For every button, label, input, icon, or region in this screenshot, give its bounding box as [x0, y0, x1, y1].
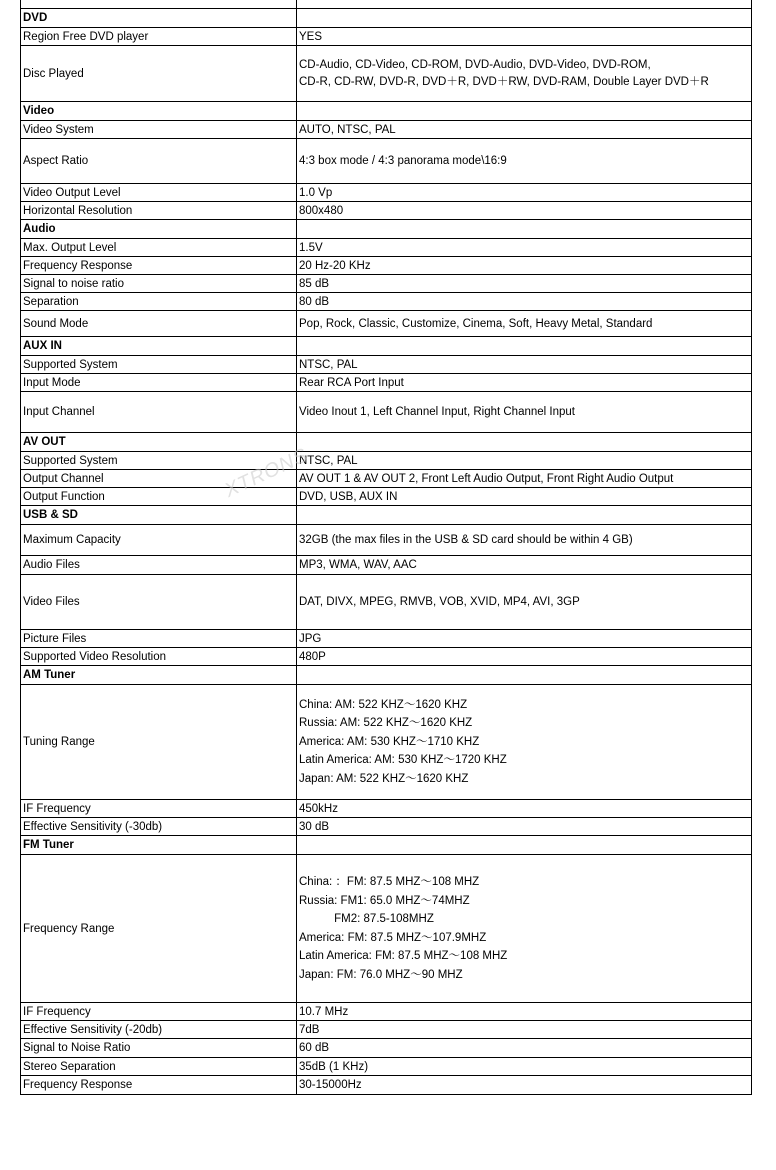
spec-label: Video Files	[21, 575, 297, 630]
section-title: Video	[21, 102, 297, 121]
spec-label: Frequency Response	[21, 257, 297, 275]
section-header-row	[21, 9, 752, 28]
section-title: DVD	[21, 9, 297, 28]
spec-value-cell	[297, 685, 752, 800]
spec-value: Pop, Rock, Classic, Customize, Cinema, Soft, Heavy Metal, Standard	[299, 317, 653, 330]
spec-row	[21, 356, 752, 374]
spec-row	[21, 488, 752, 506]
section-header-row	[21, 220, 752, 239]
spec-value-cell	[297, 293, 752, 311]
spec-value: 480P	[299, 650, 326, 663]
spec-value: AV OUT 1 & AV OUT 2, Front Left Audio Output, Front Right Audio Output	[299, 472, 674, 485]
spec-value: CD-Audio, CD-Video, CD-ROM, DVD-Audio, DVD-Video, DVD-ROM, CD-R, CD-RW, DVD-R, DVD＋R, DVD＋RW, DVD-RAM, Double Layer DVD＋R	[299, 58, 709, 88]
spec-row	[21, 470, 752, 488]
spec-row	[21, 46, 752, 102]
spec-label: Aspect Ratio	[21, 139, 297, 184]
spec-value: JPG	[299, 632, 322, 645]
spec-label: Supported Video Resolution	[21, 648, 297, 666]
spec-value: NTSC, PAL	[299, 358, 358, 371]
spec-label: Maximum Capacity	[21, 525, 297, 556]
spec-row	[21, 575, 752, 630]
spec-value-cell	[297, 311, 752, 337]
spec-row	[21, 818, 752, 836]
top-cut-row	[21, 0, 752, 9]
section-header-row	[21, 506, 752, 525]
spec-row	[21, 28, 752, 46]
spec-value-cell	[297, 356, 752, 374]
spec-label	[21, 0, 297, 9]
spec-value-cell	[297, 452, 752, 470]
spec-label: Input Channel	[21, 392, 297, 433]
section-title: USB & SD	[21, 506, 297, 525]
spec-value-cell	[297, 202, 752, 220]
spec-value-cell	[297, 855, 752, 1003]
spec-value: 800x480	[299, 204, 344, 217]
spec-value: 450kHz	[299, 802, 338, 815]
spec-label: Max. Output Level	[21, 239, 297, 257]
spec-row	[21, 1003, 752, 1021]
spec-value-cell	[297, 1076, 752, 1095]
spec-value: 4:3 box mode / 4:3 panorama mode\16:9	[299, 155, 507, 167]
spec-value-cell	[297, 470, 752, 488]
spec-label: Picture Files	[21, 630, 297, 648]
spec-label: Horizontal Resolution	[21, 202, 297, 220]
spec-row	[21, 392, 752, 433]
section-title: AUX IN	[21, 337, 297, 356]
spec-row	[21, 121, 752, 139]
spec-label: Tuning Range	[21, 685, 297, 800]
spec-label: Signal to noise ratio	[21, 275, 297, 293]
spec-value: 30-15000Hz	[299, 1079, 362, 1091]
spec-row	[21, 257, 752, 275]
spec-label: Frequency Response	[21, 1076, 297, 1095]
spec-value-cell	[297, 392, 752, 433]
section-title-empty-cell	[297, 666, 752, 685]
spec-label: Audio Files	[21, 556, 297, 575]
spec-value: 1.5V	[299, 241, 323, 254]
section-title: Audio	[21, 220, 297, 239]
spec-value: 85 dB	[299, 277, 330, 290]
spec-row	[21, 685, 752, 800]
spec-value-cell	[297, 575, 752, 630]
spec-label: Supported System	[21, 452, 297, 470]
section-title: AM Tuner	[21, 666, 297, 685]
spec-table	[20, 0, 752, 1095]
section-header-row	[21, 433, 752, 452]
spec-value-cell	[297, 488, 752, 506]
section-header-row	[21, 666, 752, 685]
section-title-empty-cell	[297, 102, 752, 121]
section-title-empty-cell	[297, 9, 752, 28]
spec-value: Rear RCA Port Input	[299, 376, 404, 389]
spec-label: Stereo Separation	[21, 1058, 297, 1076]
spec-value-cell	[297, 818, 752, 836]
spec-value-cell	[297, 28, 752, 46]
spec-value-cell	[297, 630, 752, 648]
spec-value-cell	[297, 1058, 752, 1076]
spec-value-cell	[297, 1039, 752, 1058]
spec-label: IF Frequency	[21, 800, 297, 818]
spec-row	[21, 1058, 752, 1076]
spec-value: AUTO, NTSC, PAL	[299, 123, 396, 136]
spec-table-body	[21, 0, 752, 1095]
spec-label: Output Function	[21, 488, 297, 506]
spec-row	[21, 311, 752, 337]
spec-label: Input Mode	[21, 374, 297, 392]
spec-value: 35dB (1 KHz)	[299, 1060, 369, 1073]
spec-row	[21, 184, 752, 202]
watermark-logo: XTRONS	[221, 444, 312, 502]
spec-label: Sound Mode	[21, 311, 297, 337]
spec-value: DAT, DIVX, MPEG, RMVB, VOB, XVID, MP4, AVI, 3GP	[299, 596, 580, 608]
spec-row	[21, 800, 752, 818]
spec-value-cell	[297, 275, 752, 293]
section-title-empty-cell	[297, 506, 752, 525]
spec-value-cell	[297, 46, 752, 102]
spec-row	[21, 202, 752, 220]
spec-value	[297, 0, 752, 9]
section-title-empty-cell	[297, 433, 752, 452]
spec-value-cell	[297, 800, 752, 818]
spec-value: YES	[299, 30, 323, 43]
spec-value-cell	[297, 139, 752, 184]
spec-label: Video System	[21, 121, 297, 139]
spec-row	[21, 855, 752, 1003]
spec-label: Region Free DVD player	[21, 28, 297, 46]
spec-value: 1.0 Vp	[299, 186, 333, 199]
spec-label: Frequency Range	[21, 855, 297, 1003]
section-title-empty-cell	[297, 836, 752, 855]
spec-row	[21, 452, 752, 470]
spec-value: 20 Hz-20 KHz	[299, 259, 371, 272]
spec-value: Video Inout 1, Left Channel Input, Right Channel Input	[299, 406, 575, 418]
spec-value: 30 dB	[299, 820, 330, 833]
spec-row	[21, 556, 752, 575]
spec-label: Output Channel	[21, 470, 297, 488]
section-title: AV OUT	[21, 433, 297, 452]
spec-value: 32GB (the max files in the USB & SD card should be within 4 GB)	[299, 534, 633, 546]
spec-row	[21, 630, 752, 648]
spec-row	[21, 648, 752, 666]
spec-label: Disc Played	[21, 46, 297, 102]
spec-value-cell	[297, 121, 752, 139]
spec-row	[21, 1076, 752, 1095]
spec-row	[21, 293, 752, 311]
spec-label: Effective Sensitivity (-30db)	[21, 818, 297, 836]
spec-value-cell	[297, 184, 752, 202]
spec-value-cell	[297, 257, 752, 275]
spec-row	[21, 275, 752, 293]
spec-value-cell	[297, 556, 752, 575]
spec-row	[21, 374, 752, 392]
spec-value-cell	[297, 1021, 752, 1039]
spec-value: 10.7 MHz	[299, 1005, 349, 1018]
spec-label: Supported System	[21, 356, 297, 374]
spec-value: China: AM: 522 KHZ～1620 KHZ Russia: AM: 522 KHZ～1620 KHZ America: AM: 530 KHZ～1710 KHZ Latin America: AM: 530 KHZ～1720 KHZ Japan: AM: 522 KHZ～1620 KHZ	[299, 698, 507, 785]
spec-value-cell	[297, 374, 752, 392]
spec-label: Separation	[21, 293, 297, 311]
spec-row	[21, 239, 752, 257]
spec-value-cell	[297, 648, 752, 666]
spec-row	[21, 1021, 752, 1039]
spec-value: DVD, USB, AUX IN	[299, 490, 398, 503]
spec-value-cell	[297, 1003, 752, 1021]
spec-row	[21, 1039, 752, 1058]
spec-label: Signal to Noise Ratio	[21, 1039, 297, 1058]
section-title: FM Tuner	[21, 836, 297, 855]
section-title-empty-cell	[297, 337, 752, 356]
spec-value-cell	[297, 525, 752, 556]
spec-label: IF Frequency	[21, 1003, 297, 1021]
spec-row	[21, 139, 752, 184]
section-title-empty-cell	[297, 220, 752, 239]
spec-value: China: ：FM: 87.5 MHZ～108 MHZ Russia: FM1: 65.0 MHZ～74MHZ FM2: 87.5-108MHZ America: FM: 87.5 MHZ～107.9MHZ Latin America: FM: 87.5 MHZ～108 MHZ Japan: FM: 76.0 MHZ～90 MHZ	[299, 876, 508, 981]
spec-value-cell	[297, 239, 752, 257]
spec-value: 80 dB	[299, 295, 330, 308]
section-header-row	[21, 836, 752, 855]
spec-value: 60 dB	[299, 1042, 330, 1054]
section-header-row	[21, 337, 752, 356]
spec-row	[21, 525, 752, 556]
spec-value: NTSC, PAL	[299, 454, 358, 467]
spec-label: Video Output Level	[21, 184, 297, 202]
spec-label: Effective Sensitivity (-20db)	[21, 1021, 297, 1039]
spec-value: MP3, WMA, WAV, AAC	[299, 559, 417, 571]
section-header-row	[21, 102, 752, 121]
spec-value: 7dB	[299, 1023, 320, 1036]
